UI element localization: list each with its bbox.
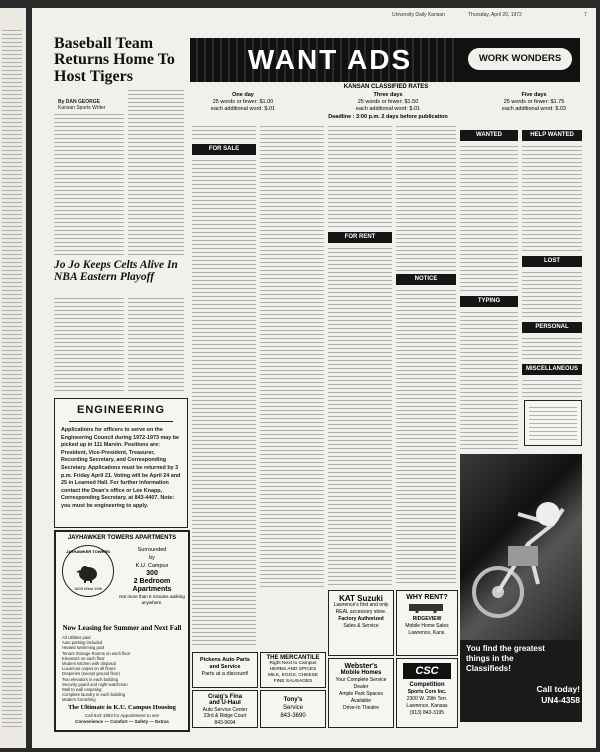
rate-days: One day <box>232 92 254 98</box>
rate-three-days <box>338 92 438 113</box>
jayhawker-ku: K.U. Campus <box>135 563 169 569</box>
section-personal: PERSONAL <box>522 322 582 333</box>
kat-l2: Lawrence's first and only <box>333 602 389 608</box>
celtics-story-col1 <box>54 296 124 394</box>
tony-l2: Service <box>282 705 303 711</box>
pickens-l2: and Service <box>209 664 241 670</box>
jayhawker-2bed: 2 Bedroom <box>133 578 171 585</box>
baseball-story-col2 <box>128 88 184 257</box>
section-for-rent: FOR RENT <box>328 232 392 243</box>
csc-l3: Sports Cors Inc. <box>407 689 447 695</box>
csc-l5: Lawrence, Kansas <box>406 703 448 709</box>
mercantile-l5: FINE SAUSAGES <box>273 679 313 684</box>
craig-l3: Auto Service Center <box>202 706 248 713</box>
rate-line2: each additional word: $.03 <box>501 106 567 112</box>
feature-item: Complete laundry in each building <box>62 692 126 698</box>
mercantile-l3: HERBS AND SPICES <box>269 667 317 672</box>
jayhawker-seal-text: JAYHAWKER TOWERS <box>66 549 110 554</box>
greatest-phone: UN4-4358 <box>541 695 580 705</box>
class-col6-lost <box>522 270 582 318</box>
baseball-story-col1 <box>54 112 124 257</box>
csc-l6: (913) 843-3195 <box>409 710 445 716</box>
jayhawker-features <box>62 635 184 703</box>
celtics-story-col2 <box>128 296 184 394</box>
craig-l2: and U-Haul <box>209 700 241 707</box>
want-ads-badge: WORK WONDERS <box>468 48 572 70</box>
feature-item: Heated swimming pool <box>62 645 105 651</box>
rate-line1: 25 words or fewer: $1.00 <box>212 99 274 105</box>
web-l2: Mobile Homes <box>340 670 382 676</box>
tony-l1: Tony's <box>283 697 303 703</box>
section-for-sale: FOR SALE <box>192 144 256 155</box>
class-col1-top <box>192 124 256 142</box>
class-col3-top <box>328 124 392 230</box>
kat-suzuki-ad <box>328 590 394 656</box>
engineering-title: ENGINEERING <box>76 404 165 416</box>
mercantile-l2: Right Next to Campus <box>269 661 317 666</box>
feature-item: Luxurious carpet on all floors <box>62 666 116 672</box>
rate-days: Three days <box>373 92 403 98</box>
web-l4: Ample Park Spaces Available <box>339 691 383 704</box>
class-col1-body <box>192 158 256 648</box>
class-col6-top <box>522 144 582 252</box>
class-col2-body <box>260 124 324 588</box>
greatest-line2: things in the <box>466 654 514 663</box>
jayhawk-bird-icon <box>76 560 100 584</box>
jayhawker-by: by <box>149 555 155 561</box>
tony-l3: 843-3690 <box>280 713 306 719</box>
rates-deadline: Deadline : 3:00 p.m. 2 days before publication <box>328 114 448 120</box>
section-wanted: WANTED <box>460 130 518 141</box>
feature-item: Wall to wall carpeting <box>62 687 102 693</box>
rate-days: Five days <box>521 92 547 98</box>
want-ads-title: WANT ADS <box>247 44 413 75</box>
class-col4-top <box>396 124 456 272</box>
section-lost: LOST <box>522 256 582 267</box>
want-ads-banner <box>190 38 580 82</box>
class-col6-misc <box>522 378 582 398</box>
section-help-wanted: HELP WANTED <box>522 130 582 141</box>
baseball-subbyline: Kansan Sports Writer <box>58 105 106 111</box>
kat-l5: Sales & Service <box>343 623 379 629</box>
mercantile-l1: THE MERCANTILE <box>266 655 320 661</box>
baseball-byline: By DAN GEORGE <box>58 99 100 105</box>
section-miscellaneous: MISCELLANEOUS <box>522 364 582 375</box>
csc-logo: CSC <box>403 663 451 679</box>
feature-item: Auto parking included <box>62 640 103 646</box>
rate-one-day <box>198 92 288 113</box>
newspaper-page <box>32 8 596 748</box>
why-l1: WHY RENT? <box>406 594 448 601</box>
rate-five-days <box>488 92 580 113</box>
class-col6-personal <box>522 336 582 360</box>
mobile-home-icon <box>407 601 447 613</box>
competition-sports-ad <box>396 658 458 728</box>
websters-mobile-homes-ad <box>328 658 394 728</box>
feature-item: Elevators on each floor <box>62 655 105 661</box>
section-notice: NOTICE <box>396 274 456 285</box>
kat-l1: KAT Suzuki <box>339 594 383 603</box>
jayhawker-leasing: Now Leasing for Summer and Next Fall <box>62 624 182 632</box>
greatest-things-photo-ad <box>460 454 582 722</box>
masthead-date: Thursday, April 20, 1972 <box>468 12 522 18</box>
craigs-fina-ad <box>192 690 258 728</box>
pickens-l1: Pickens Auto Parts <box>200 657 250 663</box>
jayhawker-call: Call 843-1993 for Appointment to see <box>84 713 160 718</box>
baseball-headline: Baseball Team Returns Home To Host Tigers <box>54 35 175 85</box>
class-col5-top <box>460 144 518 292</box>
rate-line1: 25 words or fewer: $1.75 <box>503 99 565 105</box>
greatest-line1: You find the greatest <box>466 644 545 653</box>
engineering-body: Applications for officers to serve on the Engineering Council during 1972-1973 may be picked up in 111 Marvin. Positions are: President, Vice-President, Treasurer, Recording Secretary, and Corresponding Secretary. Applications must be returned by 3 p.m. Friday April 21. Voting will be April 24 and 25 in Learned Hall. For further information contact the Dean's office or Lee Knapp, Corresponding Secretary, at 843-4407. Note: you must be engineering to apply. <box>61 427 181 509</box>
jayhawker-walking: Not more than 5 minutes walking anywhere. <box>119 594 185 605</box>
rate-line1: 25 words or fewer: $1.50 <box>357 99 419 105</box>
csc-l2: Competition <box>409 682 445 688</box>
jayhawker-apartments: Apartments <box>132 586 172 593</box>
why-l2: RIDGEVIEW <box>412 616 442 622</box>
greatest-line3: Classifieds! <box>466 664 511 673</box>
jayhawker-convenience: Convenience — Comfort — Safety — Extras <box>75 719 169 724</box>
adjacent-page-edge <box>0 8 26 748</box>
kat-l3: REAL accessory store. <box>335 609 387 615</box>
rate-line2: each additional word: $.01 <box>355 106 421 112</box>
feature-item: All Utilities paid <box>62 635 91 640</box>
jayhawker-title: JAYHAWKER TOWERS APARTMENTS <box>67 535 177 541</box>
rate-line2: each additional word: $.01 <box>210 106 276 112</box>
class-col3-body <box>328 246 392 586</box>
pickens-auto-ad <box>192 652 258 688</box>
kat-l4: Factory Authorized <box>338 616 384 622</box>
web-l1: Webster's <box>344 663 378 670</box>
class-col4-body <box>396 288 456 586</box>
why-l4: Lawrence, Kans. <box>408 630 446 636</box>
csc-l4: 2300 W. 29th Terr. <box>406 696 448 702</box>
jayhawker-towers-ad <box>54 530 190 732</box>
mercantile-l4: MILK, EGGS, CHEESE <box>267 673 319 678</box>
class-col5-body <box>460 310 518 450</box>
craig-l5: 843-9694 <box>214 719 236 726</box>
feature-item: Modern furnishing <box>62 697 96 703</box>
craig-l1: Craig's Fina <box>207 694 243 700</box>
masthead-paper: University Daily Kansan <box>392 12 445 18</box>
jayhawker-300: 300 <box>146 570 158 577</box>
feature-item: Modern kitchen with disposal <box>62 661 116 667</box>
feature-item: Tenant Storage Rooms on each floor <box>62 650 131 656</box>
celtics-headline: Jo Jo Keeps Celts Alive In NBA Eastern Playoff <box>54 259 178 283</box>
ridgeview-mobile-homes-ad <box>396 590 458 656</box>
motorcycle-image-icon <box>468 484 574 624</box>
greatest-call: Call today! <box>536 684 580 694</box>
jayhawker-seal <box>62 545 114 597</box>
feature-item: Security guard and night watchman <box>62 681 128 687</box>
jayhawker-ultimate: The Ultimate in K.U. Campus Housing <box>68 704 176 711</box>
web-l5: Drive-In Theatre <box>342 705 380 711</box>
jayhawker-address: 1603 West 15th <box>74 586 102 591</box>
rates-title: KANSAN CLASSIFIED RATES <box>343 84 429 90</box>
masthead-page: 7 <box>584 12 587 18</box>
section-typing: TYPING <box>460 296 518 307</box>
mercantile-ad <box>260 652 326 688</box>
jayhawker-surrounded: Surrounded <box>137 547 167 553</box>
feature-item: Draperies (except ground floor) <box>62 671 120 677</box>
tonys-service-ad <box>260 690 326 728</box>
feature-item: Two elevators in each building <box>62 676 119 682</box>
why-l3: Mobile Home Sales <box>405 623 449 629</box>
web-l3: Your Complete Service Dealer <box>335 677 387 690</box>
pickens-l3: Parts at a discount! <box>201 671 249 677</box>
engineering-box <box>54 398 188 528</box>
small-boxed-ad <box>524 400 582 446</box>
craig-l4: 23rd & Ridge Court <box>203 713 247 720</box>
